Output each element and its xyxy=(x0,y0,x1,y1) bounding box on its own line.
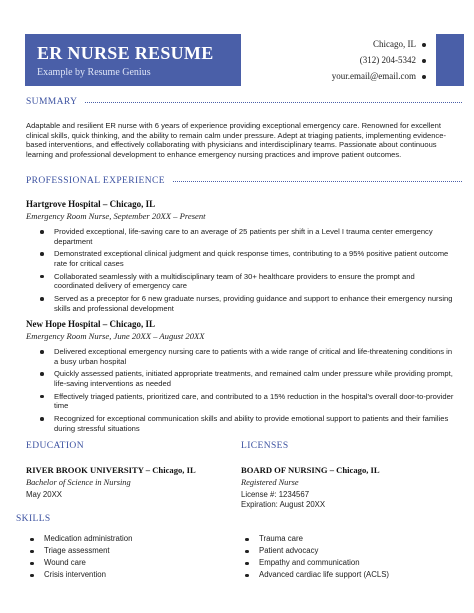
licenses-block xyxy=(241,465,451,509)
list-item: Demonstrated exceptional clinical judgment and quick response times, contributing to a 95% positive patient outcome rate for critical cases xyxy=(26,249,456,268)
accent-bar xyxy=(436,34,464,86)
job-entry xyxy=(26,319,456,437)
education-org: RIVER BROOK UNIVERSITY – Chicago, IL xyxy=(26,465,196,475)
job-title: Hartgrove Hospital – Chicago, IL xyxy=(26,199,156,209)
skill-item: Triage assessment xyxy=(26,546,226,556)
skills-heading: SKILLS xyxy=(16,514,51,524)
bullet-icon xyxy=(422,75,426,79)
license-title: Registered Nurse xyxy=(241,478,299,487)
skill-item: Advanced cardiac life support (ACLS) xyxy=(241,570,441,580)
job-role: Emergency Room Nurse, September 20XX – Present xyxy=(26,211,206,221)
skill-item: Patient advocacy xyxy=(241,546,441,556)
bullet-icon xyxy=(422,59,426,63)
education-date: May 20XX xyxy=(26,490,62,499)
skill-item: Medication administration xyxy=(26,534,226,544)
skills-right xyxy=(241,534,441,582)
license-number: License #: 1234567 xyxy=(241,490,310,499)
skill-item: Trauma care xyxy=(241,534,441,544)
contact-block xyxy=(332,38,426,86)
summary-heading: SUMMARY xyxy=(26,97,462,107)
job-bullets xyxy=(26,227,456,313)
education-heading: EDUCATION xyxy=(26,441,84,451)
contact-location: Chicago, IL xyxy=(332,38,426,54)
header-banner xyxy=(25,34,241,86)
education-degree: Bachelor of Science in Nursing xyxy=(26,478,131,487)
list-item: Served as a preceptor for 6 new graduate nurses, providing guidance and support to enhance their emergency nursing skills and professional development xyxy=(26,294,456,313)
contact-phone: (312) 204-5342 xyxy=(332,54,426,70)
license-org: BOARD OF NURSING – Chicago, IL xyxy=(241,465,380,475)
list-item: Collaborated seamlessly with a multidisciplinary team of 30+ healthcare providers to ensure the prompt and coordinated delivery of emergency care xyxy=(26,272,456,291)
list-item: Quickly assessed patients, initiated appropriate treatments, and remained calm under pressure while providing prompt, life-saving interventions as needed xyxy=(26,369,456,388)
experience-heading: PROFESSIONAL EXPERIENCE xyxy=(26,176,462,186)
licenses-heading: LICENSES xyxy=(241,441,289,451)
job-role: Emergency Room Nurse, June 20XX – August 20XX xyxy=(26,331,205,341)
list-item: Provided exceptional, life-saving care to an average of 25 patients per shift in a Level I trauma center emergency department xyxy=(26,227,456,246)
summary-text: Adaptable and resilient ER nurse with 6 years of experience providing exceptional emergency care. Renowned for excellent clinical skills, quick thinking, and the ability to remain calm under pressure. Adept at triaging patients, implementing evidence-based interventions, and effectively collaborating with physicians and interdisciplinary teams. Passionate about continuous learning and professional development to enhance emergency nursing practices and improve patient outcomes. xyxy=(26,121,446,159)
dotted-divider xyxy=(173,181,462,182)
job-entry xyxy=(26,199,456,317)
education-block xyxy=(26,465,236,499)
contact-email: your.email@email.com xyxy=(332,70,426,86)
job-title: New Hope Hospital – Chicago, IL xyxy=(26,319,156,329)
list-item: Recognized for exceptional communication skills and ability to provide emotional support to patients and their families during stressful situations xyxy=(26,414,456,433)
skill-item: Empathy and communication xyxy=(241,558,441,568)
license-expiration: Expiration: August 20XX xyxy=(241,500,326,509)
list-item: Delivered exceptional emergency nursing care to patients with a wide range of critical and life-threatening conditions in a busy urban hospital xyxy=(26,347,456,366)
job-bullets xyxy=(26,347,456,433)
resume-subtitle: Example by Resume Genius xyxy=(37,67,151,78)
skills-left xyxy=(26,534,226,582)
list-item: Effectively triaged patients, prioritized care, and contributed to a 15% reduction in the hospital's overall door-to-provider time xyxy=(26,392,456,411)
bullet-icon xyxy=(422,43,426,47)
resume-title: ER NURSE RESUME xyxy=(37,43,214,63)
skill-item: Crisis intervention xyxy=(26,570,226,580)
dotted-divider xyxy=(85,102,462,103)
skill-item: Wound care xyxy=(26,558,226,568)
